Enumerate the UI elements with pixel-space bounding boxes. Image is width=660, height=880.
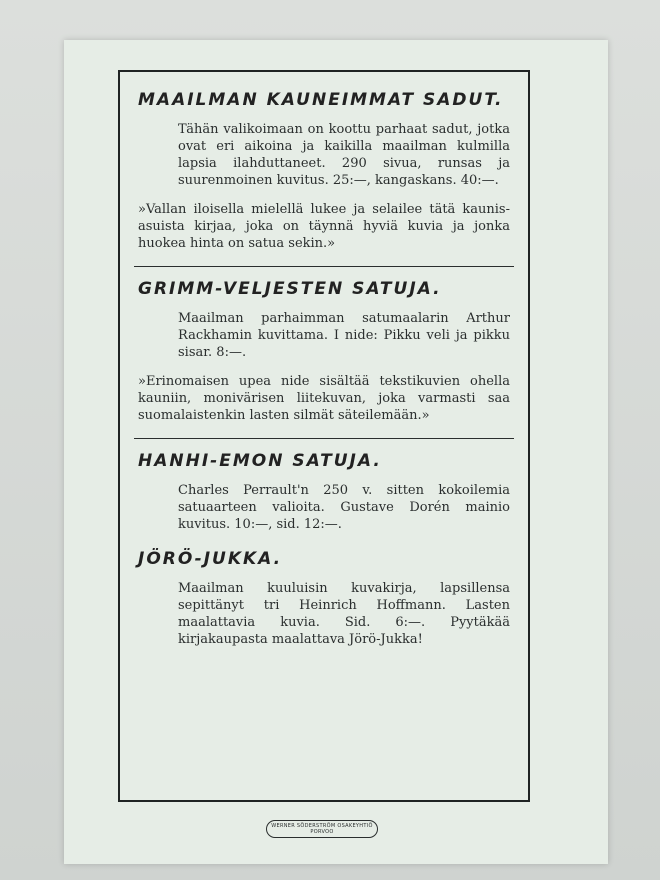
printer-mark [266,820,378,838]
section-hanhi-emon-satuja [138,451,510,533]
section-review-quote: »Vallan iloisella mielellä lukee ja selailee tätä kaunis-asuista kirjaa, joka on täynnä hyviä kuvia ja jonka huokea hinta on satua sekin.» [138,202,510,251]
advertisement-frame [118,70,530,802]
section-maailman-kauneimmat-sadut [138,90,510,252]
printer-mark-city: PORVOO [310,829,334,835]
section-description: Maailman kuuluisin kuvakirja, lapsillensa sepittänyt tri Heinrich Hoffmann. Lasten maalattavia kuvia. Sid. 6:—. Pyytäkää kirjakaupasta maalattava Jörö-Jukka! [178,581,510,647]
section-divider [134,266,514,267]
section-title: HANHI-EMON SATUJA. [138,451,382,471]
section-description: Charles Perrault'n 250 v. sitten kokoilemia satuaarteen valioita. Gustave Dorén mainio kuvitus. 10:—, sid. 12:—. [178,483,510,532]
paper-sheet [64,40,608,864]
section-description: Tähän valikoimaan on koottu parhaat sadut, jotka ovat eri aikoina ja kaikilla maailman kulmilla lapsia ilahduttaneet. 290 sivua, runsas ja suurenmoinen kuvitus. 25:—, kangaskans. 40:—. [178,122,510,188]
section-grimm-veljesten-satuja [138,279,510,424]
section-title: GRIMM-VELJESTEN SATUJA. [138,279,442,299]
section-title: JÖRÖ-JUKKA. [138,549,283,569]
section-description: Maailman parhaimman satumaalarin Arthur Rackhamin kuvittama. I nide: Pikku veli ja pikku sisar. 8:—. [178,311,510,360]
section-review-quote: »Erinomaisen upea nide sisältää tekstikuvien ohella kauniin, monivärisen liitekuvan, joka varmasti saa suomalaistenkin lasten silmät säteilemään.» [138,374,510,423]
printer-mark-name: WERNER SÖDERSTRÖM OSAKEYHTIÖ [271,823,373,829]
section-divider [134,438,514,439]
section-joro-jukka [138,549,510,648]
section-title: MAAILMAN KAUNEIMMAT SADUT. [138,90,504,110]
